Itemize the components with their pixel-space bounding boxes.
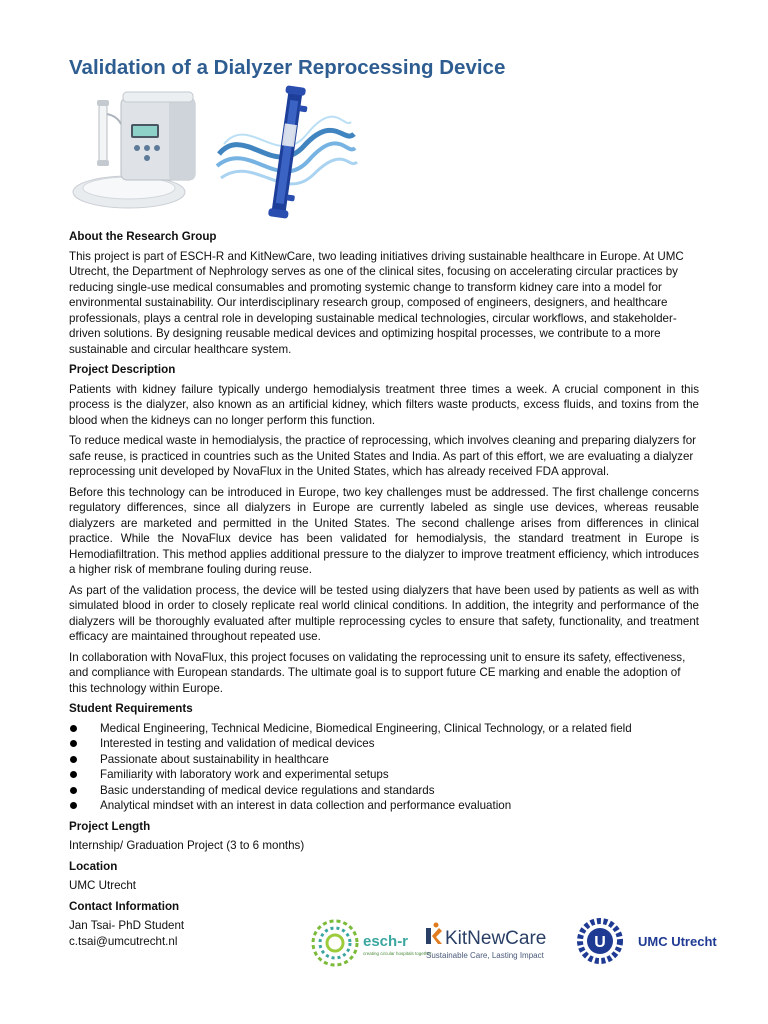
esch-r-wordmark: esch-r [363,933,409,950]
about-text: This project is part of ESCH-R and KitNewCare, two leading initiatives driving sustainable healthcare in Europe. At UMC Utrecht, the Department of Nephrology serves as one of the clinical sites, focusing on accelerating circular practices by reducing single-use medical consumables and promoting systemic change to transform kidney care into a model for environmental sustainability. Our interdisciplinary research group, composed of engineers, designers, and healthcare professionals, plays a central role in developing sustainable medical technologies, circular workflows, and stakeholder-driven solutions. By designing reusable medical devices and optimizing hospital processes, we contribute to a more sustainable and circular healthcare system. [69,249,684,356]
project-paragraph-3: Before this technology can be introduced in Europe, two key challenges must be addressed. The first challenge concerns regulatory differences, since all dialyzers in Europe are currently labeled as single use devices, whereas reusable dialyzers are marketed and permitted in the United States. The second challenge arises from differences in clinical practice. While the NovaFlux device has been validated for hemodialysis, the standard treatment in Europe is Hemodiafiltration. This method applies additional pressure to the dialyzer to improve treatment efficiency, which introduces a higher risk of membrane fouling during reuse. [69,485,699,576]
project-paragraph-5: In collaboration with NovaFlux, this project focuses on validating the reprocessing unit to ensure its safety, effectiveness, and compliance with European standards. The ultimate goal is to support future CE marking and enable the adoption of this technology within Europe. [69,650,686,695]
umc-utrecht-wordmark: UMC Utrecht [638,934,717,949]
esch-r-logo [313,921,432,965]
list-item: Analytical mindset with an interest in data collection and performance evaluation [69,798,699,814]
hero-images [69,84,369,224]
list-item: Basic understanding of medical device regulations and standards [69,783,699,799]
list-item: Medical Engineering, Technical Medicine, Biomedical Engineering, Clinical Technology, or a related field [69,721,699,737]
length-text: Internship/ Graduation Project (3 to 6 months) [69,839,305,852]
contact-name: Jan Tsai- PhD Student [69,919,185,932]
reprocessing-device-image [73,92,195,208]
main-content [69,229,699,949]
project-heading: Project Description [69,363,176,376]
contact-heading: Contact Information [69,899,180,913]
partner-logos [305,910,725,972]
umc-emblem-letter: U [594,934,606,951]
requirements-list [69,721,699,814]
length-heading: Project Length [69,819,151,833]
contact-email: c.tsai@umcutrecht.nl [69,934,178,948]
kitnewcare-logo [426,923,546,961]
about-heading: About the Research Group [69,230,217,243]
dialyzer-image [217,85,357,219]
requirements-heading: Student Requirements [69,702,193,715]
kitnewcare-tagline: Sustainable Care, Lasting Impact [426,951,544,960]
location-text: UMC Utrecht [69,879,136,892]
page-title: Validation of a Dialyzer Reprocessing Device [69,56,506,79]
list-item: Passionate about sustainability in healthcare [69,752,699,768]
kitnewcare-wordmark: KitNewCare [445,928,547,949]
project-paragraph-1: Patients with kidney failure typically undergo hemodialysis treatment three times a week. A crucial component in this process is the dialyzer, also known as an artificial kidney, which filters waste products, excess fluids, and toxins from the blood when the kidneys can no longer perform this function. [69,382,699,427]
project-paragraph-2: To reduce medical waste in hemodialysis, the practice of reprocessing, which involves cleaning and preparing dialyzers for safe reuse, is practiced in countries such as the United States and India. As part of this effort, we are evaluating a dialyzer reprocessing unit developed by NovaFlux in the United States, which has already received FDA approval. [69,434,697,478]
project-paragraph-4: As part of the validation process, the device will be tested using dialyzers that have been used by patients as well as with simulated blood in order to closely replicate real world clinical conditions. In addition, the integrity and performance of the dialyzers will be thoroughly evaluated after multiple reprocessing cycles to ensure that safety, functionality, and treatment efficacy are maintained throughout repeated use. [69,583,699,643]
umc-utrecht-logo [580,921,717,961]
esch-r-tagline: creating circular hospitals together [363,951,432,956]
list-item: Familiarity with laboratory work and experimental setups [69,767,699,783]
list-item: Interested in testing and validation of medical devices [69,736,699,752]
location-heading: Location [69,859,118,873]
